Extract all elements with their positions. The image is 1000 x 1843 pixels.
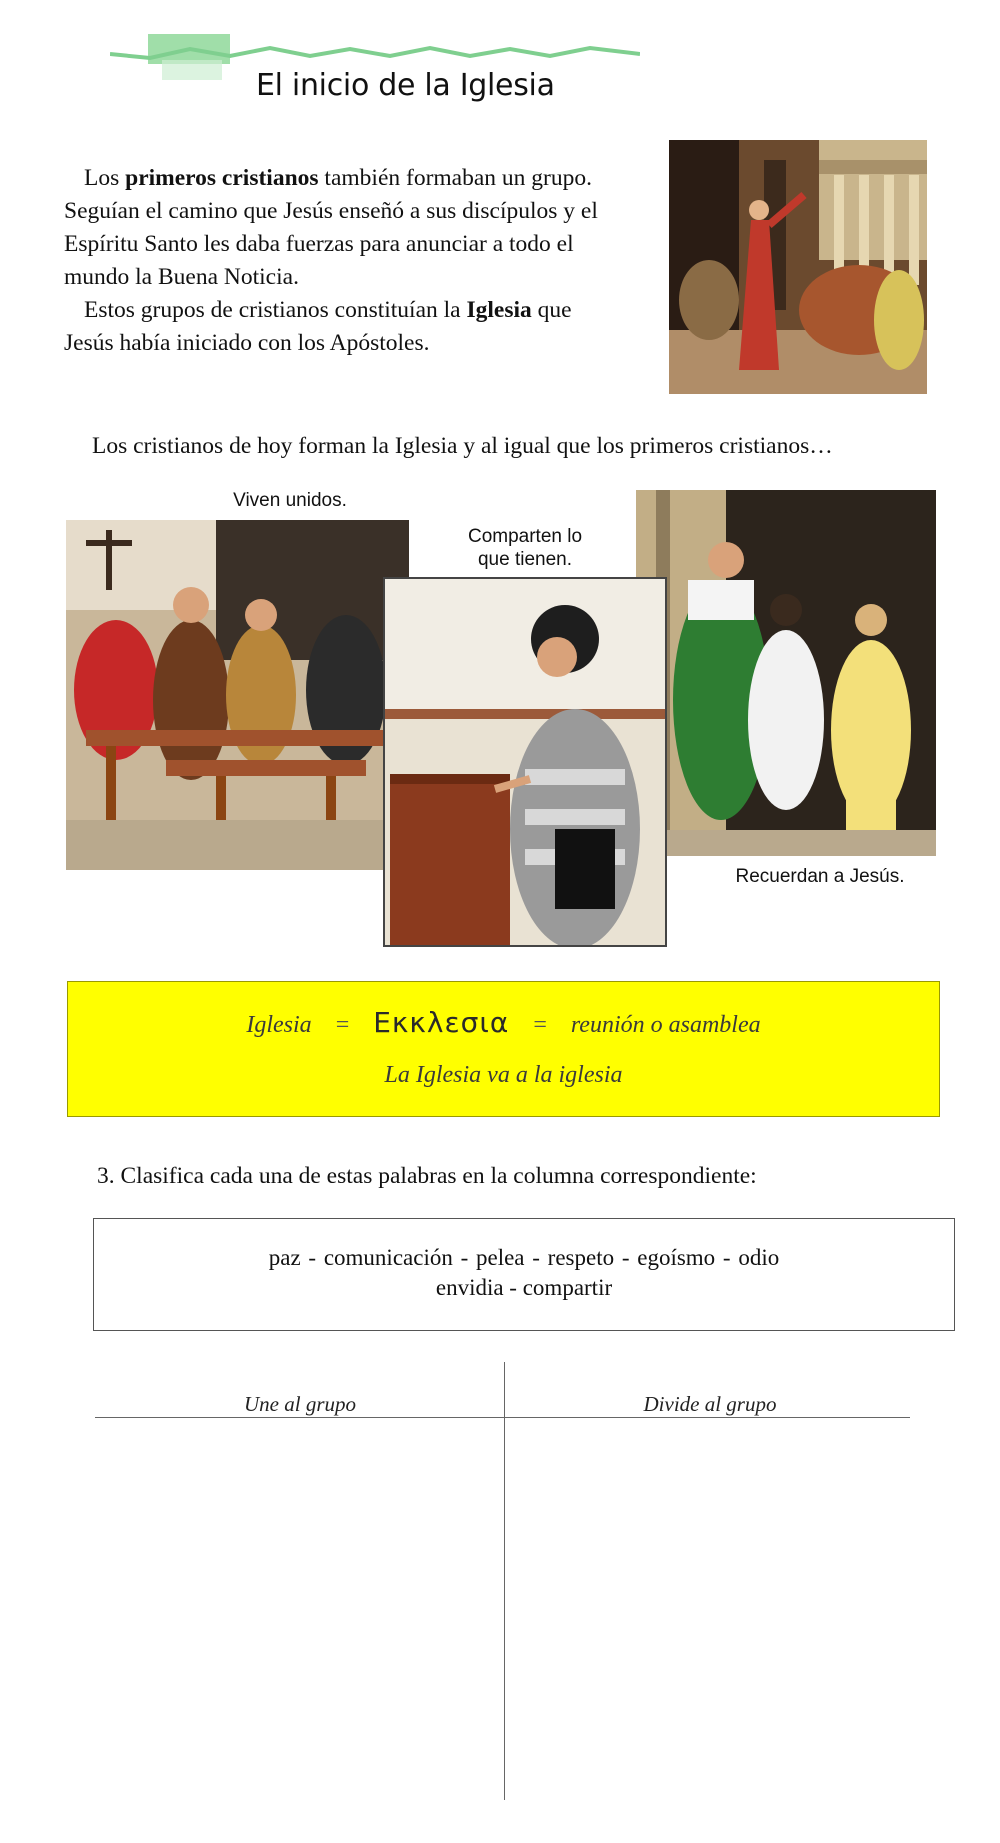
column-header-divide: Divide al grupo (643, 1392, 777, 1416)
intro-paragraph-2 (64, 294, 624, 360)
apostle-preaching-painting (669, 140, 927, 394)
table-vertical-divider (504, 1362, 505, 1800)
caption-recuerdan: Recuerdan a Jesús. (735, 866, 905, 887)
equals-sign-1: = (335, 1012, 350, 1038)
column-header-une: Une al grupo (244, 1392, 356, 1416)
word-bank (93, 1218, 955, 1331)
caption-comparten-line-1: Comparten lo (467, 526, 583, 547)
photo-eucharist (636, 490, 936, 856)
intro-p2-end: que Jesús había iniciado con los Apóstoles. (64, 297, 572, 356)
caption-comparten-line-2: que tienen. (477, 549, 573, 570)
definition-word: Iglesia (246, 1012, 312, 1038)
exercise-title: 3. Clasifica cada una de estas palabras en la columna correspondiente: (97, 1163, 757, 1189)
intro-p2-start: Estos grupos de cristianos constituían la (84, 297, 467, 323)
word-bank-line-2: envidia - compartir (435, 1275, 613, 1300)
caption-comparten (440, 525, 610, 571)
page-title: El inicio de la Iglesia (256, 68, 555, 103)
photo-church-gathering (66, 520, 409, 870)
intro-text (64, 162, 624, 360)
word-bank-line-1: paz - comunicación - pelea - respeto - egoísmo - odio (268, 1245, 780, 1270)
photo-sharing-offering (383, 577, 667, 947)
intro-p2-bold: Iglesia (466, 297, 532, 323)
intro-p1-end: también formaban un grupo. Seguían el camino que Jesús enseñó a sus discípulos y el Espíritu Santo les daba fuerzas para anunciar a todo el mundo la Buena Noticia. (64, 165, 598, 290)
definition-meaning: reunión o asamblea (570, 1012, 761, 1038)
definition-greek: Εκκλεσια (373, 1006, 510, 1039)
equals-sign-2: = (533, 1012, 547, 1038)
definition-box (67, 981, 940, 1117)
definition-motto: La Iglesia va a la iglesia (384, 1062, 623, 1088)
intro-p1-bold: primeros cristianos (125, 165, 319, 191)
definition-equation (68, 1006, 939, 1039)
caption-viven-unidos: Viven unidos. (233, 490, 347, 511)
classification-table (95, 1362, 915, 1802)
lead-sentence: Los cristianos de hoy forman la Iglesia y al igual que los primeros cristianos… (92, 433, 833, 459)
intro-p1-start: Los (84, 165, 126, 191)
table-horizontal-divider (95, 1417, 910, 1418)
intro-paragraph-1 (64, 162, 624, 294)
